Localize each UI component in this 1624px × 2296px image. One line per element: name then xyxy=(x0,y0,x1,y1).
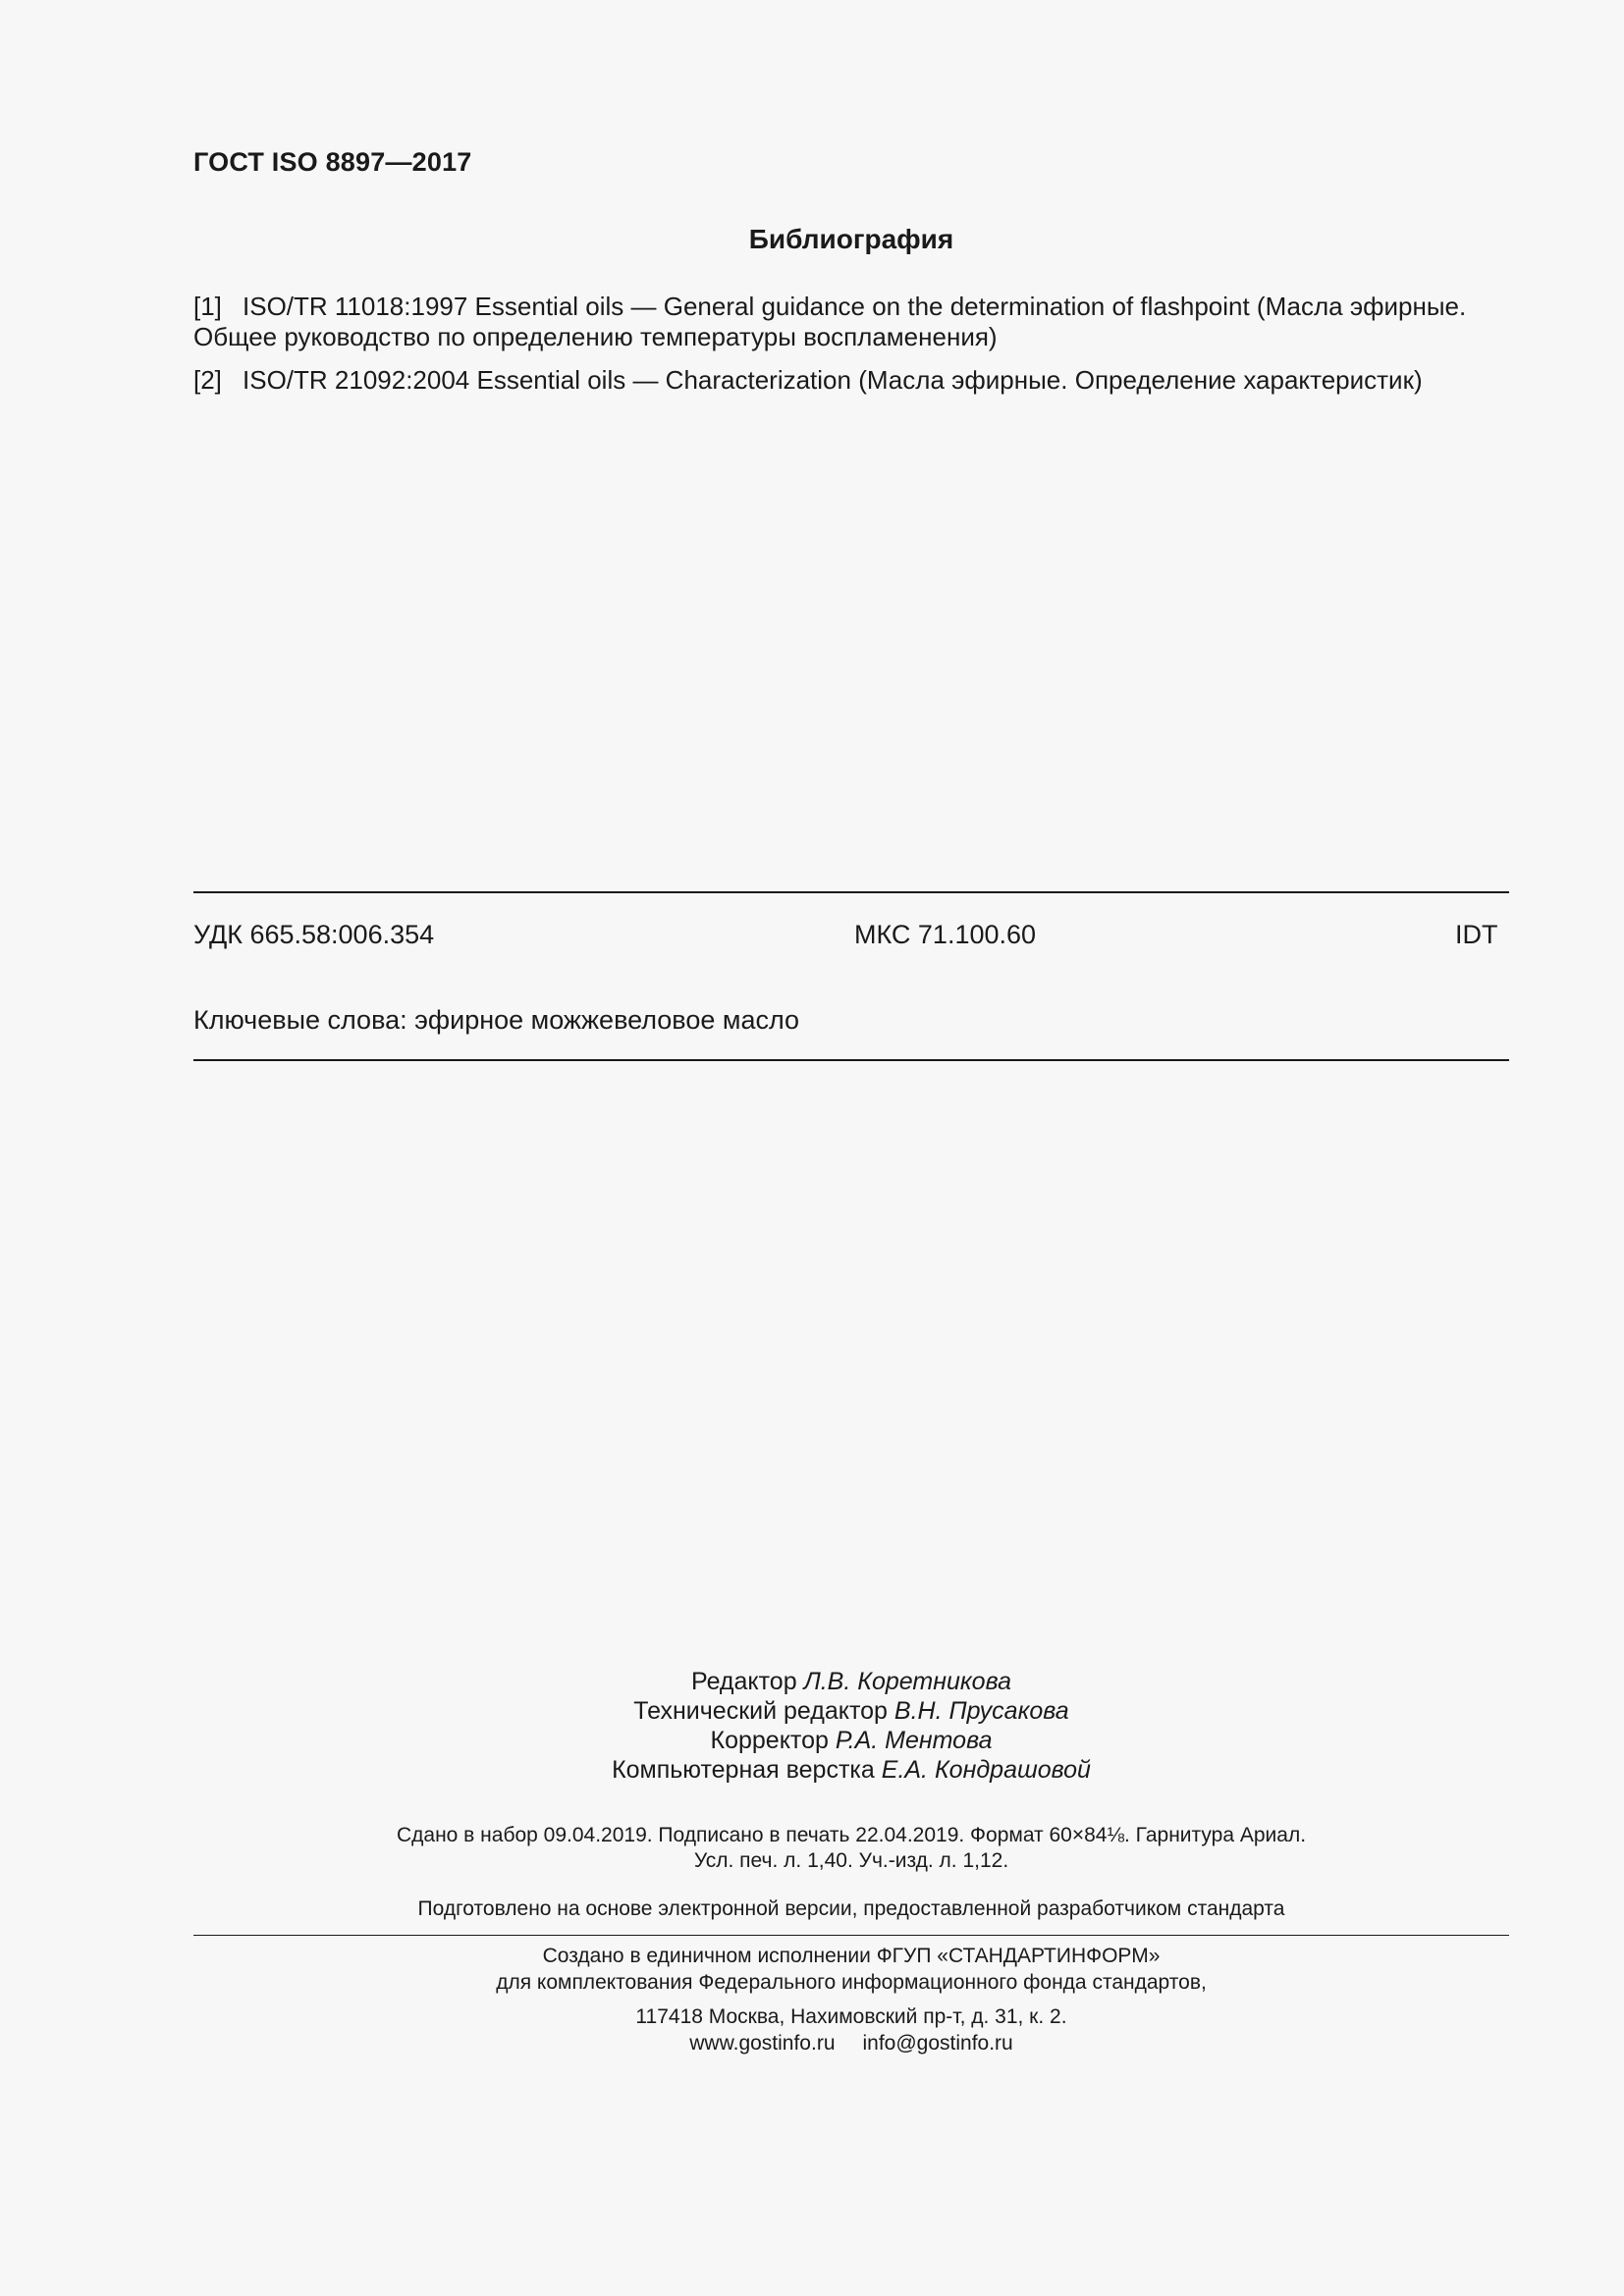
credit-tech-editor xyxy=(193,1696,1509,1726)
credit-role: Технический редактор xyxy=(633,1697,888,1725)
credit-name: Р.А. Ментова xyxy=(835,1727,993,1754)
address-line: 117418 Москва, Нахимовский пр-т, д. 31, к. 2. xyxy=(635,2005,1067,2028)
mks-code: МКС 71.100.60 xyxy=(854,920,1037,949)
publisher-line: Создано в единичном исполнении ФГУП «СТАНДАРТИНФОРМ» xyxy=(542,1945,1161,1967)
divider-thin xyxy=(193,1935,1509,1936)
contact-line xyxy=(193,2030,1509,2056)
email-link[interactable]: info@gostinfo.ru xyxy=(862,2032,1013,2055)
prepared-note: Подготовлено на основе электронной версии, предоставленной разработчиком стандарта xyxy=(417,1897,1285,1920)
credit-name: Л.В. Коретникова xyxy=(803,1668,1011,1695)
idt-label: IDT xyxy=(1455,920,1498,949)
divider-top xyxy=(193,891,1509,893)
publisher-line: для комплектования Федерального информационного фонда стандартов, xyxy=(496,1971,1207,1994)
credit-name: Е.А. Кондрашовой xyxy=(881,1756,1091,1784)
credits-block xyxy=(193,1667,1509,1785)
keywords: Ключевые слова: эфирное можжевеловое масло xyxy=(193,1005,800,1035)
website-link[interactable]: www.gostinfo.ru xyxy=(689,2032,836,2055)
credit-role: Корректор xyxy=(710,1727,829,1754)
credit-role: Редактор xyxy=(691,1668,797,1695)
print-info-line: Сдано в набор 09.04.2019. Подписано в печать 22.04.2019. Формат 60×84⅛. Гарнитура Ариал. xyxy=(396,1824,1307,1846)
credit-name: В.Н. Прусакова xyxy=(893,1697,1069,1725)
bibliography-item-number: [1] xyxy=(193,292,222,321)
bibliography-item-number: [2] xyxy=(193,365,222,395)
bibliography-item xyxy=(193,365,1509,396)
credit-layout xyxy=(193,1755,1509,1785)
publisher-address xyxy=(193,2003,1509,2056)
print-info-line: Усл. печ. л. 1,40. Уч.-изд. л. 1,12. xyxy=(693,1849,1009,1872)
bibliography-item-text: ISO/TR 11018:1997 Essential oils — General guidance on the determination of flashpoint (Масла эфирные. Общее руководство по определению температуры воспламенения) xyxy=(193,292,1467,351)
print-info xyxy=(193,1823,1509,1874)
divider-bottom xyxy=(193,1059,1509,1061)
bibliography-title: Библиография xyxy=(748,224,954,254)
bibliography-item-text: ISO/TR 21092:2004 Essential oils — Characterization (Масла эфирные. Определение характеристик) xyxy=(243,365,1423,395)
bibliography-item xyxy=(193,292,1509,352)
credit-editor xyxy=(193,1667,1509,1696)
credit-proofreader xyxy=(193,1726,1509,1755)
udk-code: УДК 665.58:006.354 xyxy=(193,920,435,949)
publisher-info xyxy=(193,1943,1509,1996)
document-code: ГОСТ ISO 8897—2017 xyxy=(193,147,472,177)
credit-role: Компьютерная верстка xyxy=(612,1756,875,1784)
